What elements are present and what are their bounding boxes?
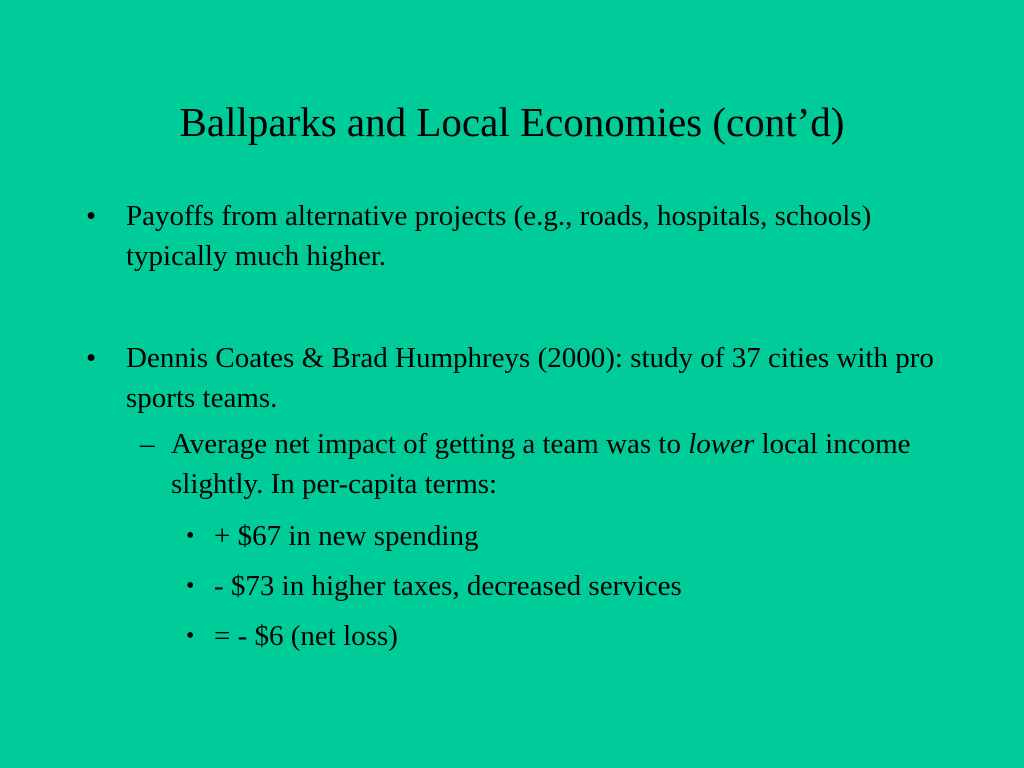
bullet-marker: • <box>86 342 97 374</box>
level3-text: = - $6 (net loss) <box>214 620 398 652</box>
bullet-text: Dennis Coates & Brad Humphreys (2000): study of 37 cities with pro sports teams. <box>126 342 934 414</box>
sub-bullet-text-before: Average net impact of getting a team was to <box>171 428 689 460</box>
emphasis-lower: lower <box>688 428 755 460</box>
sub-bullet-marker: – <box>140 428 155 460</box>
level3-marker: • <box>186 623 195 649</box>
slide-title: Ballparks and Local Economies (cont’d) <box>179 99 845 145</box>
bullet-text: Payoffs from alternative projects (e.g., roads, hospitals, schools) typically much higher. <box>126 200 872 272</box>
bullet-marker: • <box>86 200 97 232</box>
level3-marker: • <box>186 523 195 549</box>
level3-marker: • <box>186 573 195 599</box>
level3-text: - $73 in higher taxes, decreased services <box>214 570 682 602</box>
sub-bullet-text-after: local income slightly. In per-capita terms: <box>171 428 911 500</box>
sub-bullet-text <box>171 424 970 504</box>
level3-text: + $67 in new spending <box>214 520 479 552</box>
